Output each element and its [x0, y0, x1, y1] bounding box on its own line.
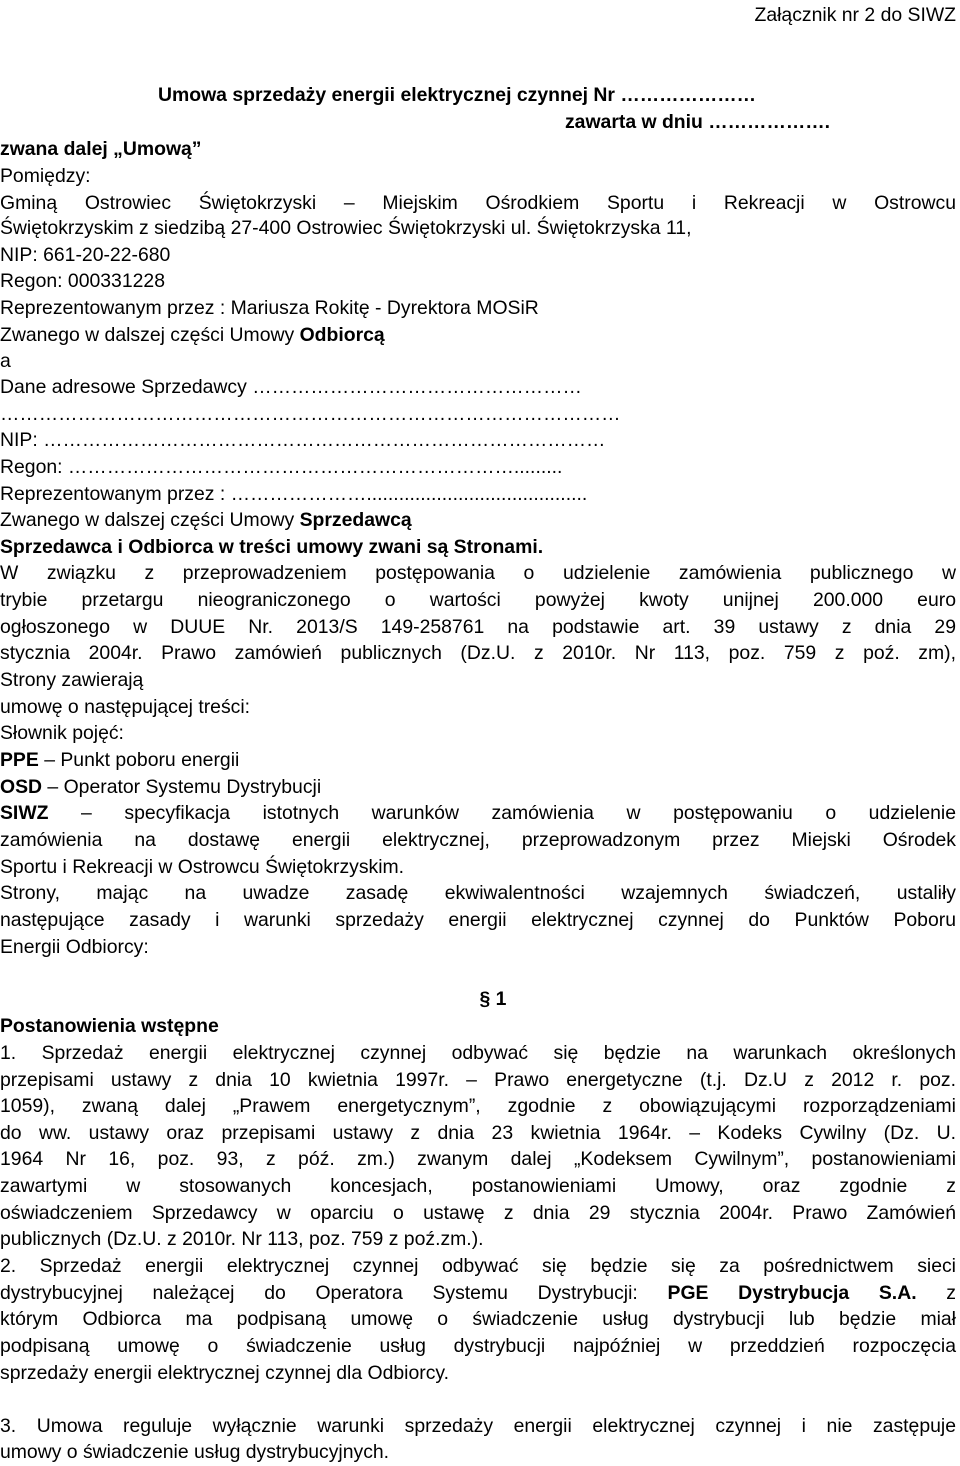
seller-representative: Reprezentowanym przez : ………………….........................................: [0, 483, 588, 505]
clause2-line1: 2. Sprzedaż energii elektrycznej czynnej odbywać się będzie się za pośrednictwem sieci: [0, 1255, 956, 1277]
seller-regon: Regon: …………………………………………………………….........: [0, 456, 563, 478]
clause2-line4: podpisaną umowę o świadczenie usług dystrybucji najpóźniej w przeddzień rozpoczęcia: [0, 1335, 956, 1357]
clause2-line3: którym Odbiorca ma podpisaną umowę o świadczenie usług dystrybucji lub będzie miał: [0, 1308, 956, 1330]
seller-nip: NIP: ……………………………………………………………………………: [0, 429, 606, 451]
clause1-line8: publicznych (Dz.U. z 2010r. Nr 113, poz. 759 z poź.zm.).: [0, 1228, 484, 1250]
seller-role-prefix: Zwanego w dalszej części Umowy: [0, 509, 300, 531]
buyer-nip: NIP: 661-20-22-680: [0, 244, 171, 266]
clause3-line2: umowy o świadczenie usług dystrybucyjnych.: [0, 1441, 390, 1463]
siwz-term: SIWZ: [0, 802, 49, 824]
clause3-line1: 3. Umowa reguluje wyłącznie warunki sprzedaży energii elektrycznej czynnej i nie zastępuje: [0, 1415, 956, 1437]
attachment-label: Załącznik nr 2 do SIWZ: [754, 4, 956, 26]
glossary-title: Słownik pojęć:: [0, 722, 124, 744]
intro-line1: W związku z przeprowadzeniem postępowania o udzielenie zamówienia publicznego w: [0, 562, 956, 584]
clause1-line3: 1059), zwaną dalej „Prawem energetycznym”, zgodnie z obowiązującymi rozporządzeniami: [0, 1095, 956, 1117]
buyer-name-line2: Świętokrzyskim z siedzibą 27-400 Ostrowiec Świętokrzyski ul. Świętokrzyska 11,: [0, 217, 692, 239]
contract-date: zawarta w dniu ……………….: [564, 111, 830, 133]
section-heading: Postanowienia wstępne: [0, 1015, 219, 1037]
clause1-line1: 1. Sprzedaż energii elektrycznej czynnej odbywać się będzie na warunkach określonych: [0, 1042, 956, 1064]
clause1-line5: 1964 Nr 16, poz. 93, z póź. zm.) zwanym dalej „Kodeksem Cywilnym”, postanowieniami: [0, 1148, 956, 1170]
between-label: Pomiędzy:: [0, 165, 91, 187]
intro-line5: Strony zawierają: [0, 669, 144, 691]
clause1-line7: oświadczeniem Sprzedawcy w oparciu o ustawę z dnia 29 stycznia 2004r. Prawo Zamówień: [0, 1202, 956, 1224]
glossary-ppe: [0, 747, 956, 774]
buyer-name-line1: Gminą Ostrowiec Świętokrzyski – Miejskim Ośrodkiem Sportu i Rekreacji w Ostrowcu: [0, 192, 956, 214]
clause2-line2: [0, 1280, 956, 1307]
seller-role: Sprzedawcą: [299, 509, 412, 531]
osd-term: OSD: [0, 776, 43, 798]
principles-line3: Energii Odbiorcy:: [0, 936, 149, 958]
buyer-role-prefix: Zwanego w dalszej części Umowy: [0, 324, 300, 346]
seller-address-line1: Dane adresowe Sprzedawcy ……………………………………………: [0, 376, 582, 398]
buyer-representative: Reprezentowanym przez : Mariusza Rokitę - Dyrektora MOSiR: [0, 297, 539, 319]
clause1-line4: do ww. ustawy oraz przepisami ustawy z dnia 23 kwietnia 1964r. – Kodeks Cywilny (Dz. U.: [0, 1122, 956, 1144]
osd-company: PGE Dystrybucja S.A.: [667, 1282, 917, 1304]
buyer-role: Odbiorcą: [299, 324, 385, 346]
siwz-definition: – specyfikacja istotnych warunków zamówienia w postępowaniu o udzielenie: [48, 802, 956, 824]
glossary-siwz-line3: Sportu i Rekreacji w Ostrowcu Świętokrzyskim.: [0, 856, 405, 878]
intro-line3: ogłoszonego w DUUE Nr. 2013/S 149-258761 na podstawie art. 39 ustawy z dnia 29: [0, 616, 956, 638]
clause1-line2: przepisami ustawy z dnia 10 kwietnia 1997r. – Prawo energetyczne (t.j. Dz.U z 2012 r. poz.: [0, 1069, 956, 1091]
ppe-definition: – Punkt poboru energii: [38, 749, 240, 771]
seller-role-line: [0, 507, 956, 534]
intro-line2: trybie przetargu nieograniczonego o wartości powyżej kwoty unijnej 200.000 euro: [0, 589, 956, 611]
ppe-term: PPE: [0, 749, 39, 771]
parties-statement: Sprzedawca i Odbiorca w treści umowy zwani są Stronami.: [0, 536, 544, 558]
contract-alias: zwana dalej „Umową”: [0, 138, 202, 160]
principles-line1: Strony, mając na uwadze zasadę ekwiwalentności wzajemnych świadczeń, ustaliły: [0, 882, 956, 904]
intro-line6: umowę o następującej treści:: [0, 696, 251, 718]
glossary-siwz-line1: [0, 800, 956, 827]
osd-definition: – Operator Systemu Dystrybucji: [42, 776, 322, 798]
buyer-role-line: [0, 322, 956, 349]
glossary-siwz-line2: zamówienia na dostawę energii elektrycznej, przeprowadzonym przez Miejski Ośrodek: [0, 829, 956, 851]
contract-title: Umowa sprzedaży energii elektrycznej czynnej Nr …………………: [158, 84, 757, 106]
section-number: § 1: [479, 988, 507, 1010]
buyer-regon: Regon: 000331228: [0, 270, 165, 292]
clause2-line5: sprzedaży energii elektrycznej czynnej dla Odbiorcy.: [0, 1362, 450, 1384]
clause2-line2-prefix: dystrybucyjnej należącej do Operatora Systemu Dystrybucji:: [0, 1282, 668, 1304]
clause2-line2-suffix: z: [916, 1282, 956, 1304]
seller-address-line2: ……………………………………………………………………………………: [0, 403, 621, 425]
and-label: a: [0, 350, 11, 372]
principles-line2: następujące zasady i warunki sprzedaży energii elektrycznej czynnej do Punktów Poboru: [0, 909, 956, 931]
clause1-line6: zawartymi w stosowanych koncesjach, postanowieniami Umowy, oraz zgodnie z: [0, 1175, 956, 1197]
intro-line4: stycznia 2004r. Prawo zamówień publicznych (Dz.U. z 2010r. Nr 113, poz. 759 z poź. zm),: [0, 642, 956, 664]
glossary-osd: [0, 774, 956, 801]
